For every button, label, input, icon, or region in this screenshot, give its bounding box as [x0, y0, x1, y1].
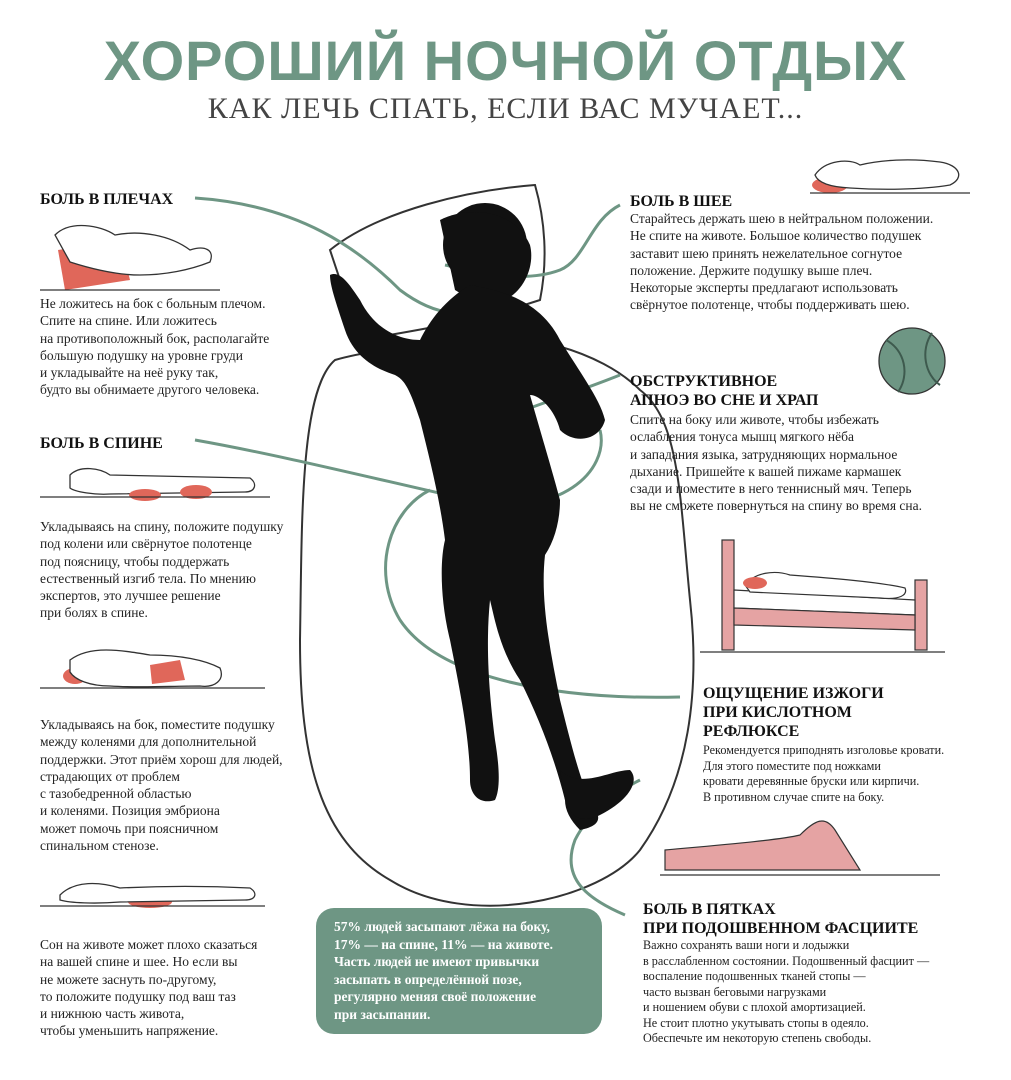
text-line: на вашей спине и шее. Но если вы — [40, 954, 238, 970]
reflux-text — [703, 743, 993, 805]
neck-text — [630, 210, 990, 314]
back-pose-illustration — [40, 469, 270, 501]
text-line: и нижнюю часть живота, — [40, 1006, 185, 1022]
text-line: Не ложитесь на бок с больным плечом. — [40, 296, 266, 311]
text-line: в расслабленном состоянии. Подошвенный фасциит — — [643, 953, 930, 968]
reflux-heading — [703, 684, 884, 741]
text-line: кровати деревянные бруски или кирпичи. — [703, 774, 920, 788]
text-line: поддержки. Этот приём хорош для людей, — [40, 751, 283, 767]
back-heading: БОЛЬ В СПИНЕ — [40, 435, 163, 452]
text-line: часто вызван беговыми нагрузками — [643, 984, 827, 999]
stat-line: регулярно меняя своё положение — [334, 989, 537, 1004]
text-line: под поясницу, чтобы поддержать — [40, 553, 230, 569]
text-line: будто вы обнимаете другого человека. — [40, 382, 260, 398]
text-line: Сон на животе может плохо сказаться — [40, 937, 258, 952]
text-line: В противном случае спите на боку. — [703, 789, 885, 804]
text-line: вы не сможете повернуться на спину во время сна. — [630, 498, 923, 514]
stomach-pose-illustration — [40, 884, 265, 908]
text-line: при болях в спине. — [40, 605, 148, 621]
stat-line: при засыпании. — [334, 1006, 431, 1022]
text-line: чтобы уменьшить напряжение. — [40, 1023, 219, 1039]
shoulder-text — [40, 295, 310, 399]
text-line: Не спите на животе. Большое количество подушек — [630, 228, 922, 244]
text-line: и укладывайте на неё руку так, — [40, 365, 219, 381]
heading-line: РЕФЛЮКСЕ — [703, 723, 800, 740]
heel-text — [643, 938, 983, 1047]
text-line: Обеспечьте им некоторую степень свободы. — [643, 1031, 872, 1045]
text-line: положение. Держите подушку выше плеч. — [630, 262, 873, 278]
text-line: не можете заснуть по-другому, — [40, 971, 217, 987]
stomach-text — [40, 936, 300, 1040]
stat-line: Часть людей не имеют привычки — [334, 954, 540, 969]
text-line: может помочь при поясничном — [40, 820, 219, 836]
inclined-bed-illustration — [700, 540, 945, 652]
text-line: между коленями для дополнительной — [40, 734, 257, 750]
side-pose-illustration — [40, 650, 265, 688]
heading-line: ПРИ ПОДОШВЕННОМ ФАСЦИИТЕ — [643, 920, 919, 937]
text-line: Для этого поместите под ножками — [703, 758, 881, 773]
text-line: ослабления тонуса мышц мягкого нёба — [630, 429, 854, 445]
text-line: Старайтесь держать шею в нейтральном положении. — [630, 211, 934, 226]
stat-line: засыпать в определённой позе, — [334, 971, 522, 987]
tennis-ball-illustration — [879, 328, 945, 394]
heel-blanket-illustration — [660, 821, 940, 875]
text-line: Укладываясь на спину, положите подушку — [40, 519, 284, 534]
text-line: Не стоит плотно укутывать стопы в одеяло. — [643, 1015, 869, 1030]
text-line: дыхание. Пришейте к вашей пижаме кармашек — [630, 463, 902, 479]
text-line: воспаление подошвенных тканей стопы — — [643, 969, 866, 983]
text-line: и ношением обуви с плохой амортизацией. — [643, 1000, 866, 1014]
text-line: то положите подушку под ваш таз — [40, 988, 236, 1004]
text-line: экспертов, это лучшее решение — [40, 588, 221, 604]
heading-line: ПРИ КИСЛОТНОМ — [703, 704, 852, 721]
heading-line: БОЛЬ В ПЯТКАХ — [643, 901, 776, 918]
statistics-box — [316, 908, 602, 1034]
stat-line: 17% — на спине, 11% — на животе. — [334, 936, 553, 952]
apnea-heading — [630, 372, 818, 410]
text-line: Рекомендуется приподнять изголовье кровати. — [703, 743, 945, 757]
neck-pose-illustration — [810, 160, 970, 193]
neck-heading: БОЛЬ В ШЕЕ — [630, 193, 733, 210]
back-text — [40, 518, 320, 622]
text-line: Некоторые эксперты предлагают использовать — [630, 280, 898, 296]
apnea-text — [630, 411, 990, 515]
text-line: Спите на боку или животе, чтобы избежать — [630, 412, 879, 427]
text-line: свёрнутое полотенце, чтобы поддерживать шею. — [630, 297, 910, 313]
heading-line: ОБСТРУКТИВНОЕ — [630, 373, 778, 390]
text-line: спинальном стенозе. — [40, 838, 159, 854]
text-line: большую подушку на уровне груди — [40, 347, 243, 363]
text-line: на противоположный бок, располагайте — [40, 330, 270, 346]
stat-line: 57% людей засыпают лёжа на боку, — [334, 919, 550, 934]
text-line: Важно сохранять ваши ноги и лодыжки — [643, 938, 850, 952]
text-line: страдающих от проблем — [40, 768, 180, 784]
heading-line: АПНОЭ ВО СНЕ И ХРАП — [630, 392, 819, 409]
text-line: заставит шею принять нежелательное согнутое — [630, 245, 903, 261]
side-text — [40, 716, 320, 854]
text-line: и западания языка, затрудняющих нормальное — [630, 446, 898, 462]
text-line: с тазобедренной областью — [40, 786, 192, 802]
page-title: ХОРОШИЙ НОЧНОЙ ОТДЫХ — [103, 29, 908, 92]
text-line: Укладываясь на бок, поместите подушку — [40, 717, 275, 732]
shoulder-heading: БОЛЬ В ПЛЕЧАХ — [40, 191, 174, 208]
text-line: естественный изгиб тела. По мнению — [40, 570, 256, 586]
text-line: и коленями. Позиция эмбриона — [40, 803, 220, 819]
shoulder-pose-illustration — [40, 226, 220, 290]
text-line: сзади и поместите в него теннисный мяч. Теперь — [630, 481, 912, 497]
heading-line: ОЩУЩЕНИЕ ИЗЖОГИ — [703, 685, 884, 702]
text-line: под колени или свёрнутое полотенце — [40, 536, 252, 552]
page-subtitle: КАК ЛЕЧЬ СПАТЬ, ЕСЛИ ВАС МУЧАЕТ... — [207, 92, 804, 125]
text-line: Спите на спине. Или ложитесь — [40, 313, 217, 329]
heel-heading — [643, 900, 918, 938]
